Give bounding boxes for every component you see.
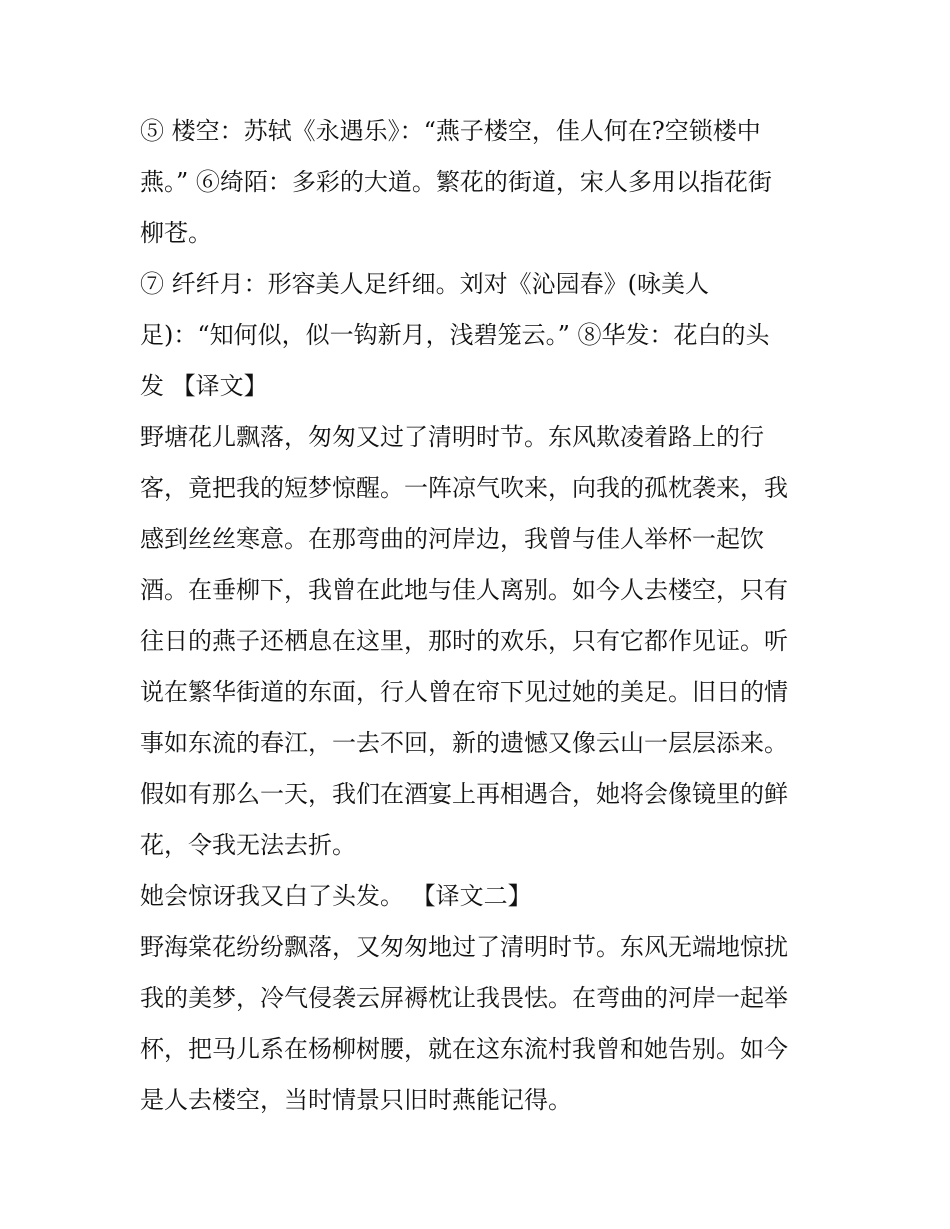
section-heading-translation: 发 【译文】: [140, 372, 268, 400]
translation-line: 酒。在垂柳下，我曾在此地与佳人离别。如今人去楼空，只有: [140, 576, 788, 604]
translation-line: 客，竟把我的短梦惊醒。一阵凉气吹来，向我的孤枕袭来，我: [140, 474, 788, 502]
translation-two-line: 我的美梦，冷气侵袭云屏褥枕让我畏怯。在弯曲的河岸一起举: [140, 984, 788, 1012]
translation-two-line: 杯，把马儿系在杨柳树腰，就在这东流村我曾和她告别。如今: [140, 1035, 788, 1063]
translation-two-line: 野海棠花纷纷飘落，又匆匆地过了清明时节。东风无端地惊扰: [140, 933, 788, 961]
section-heading-translation-two: 她会惊讶我又白了头发。 【译文二】: [140, 882, 532, 910]
translation-line: 花，令我无法去折。: [140, 831, 356, 859]
note-line: ⑤ 楼空：苏轼《永遇乐》：“燕子楼空，佳人何在?空锁楼中: [140, 117, 761, 145]
translation-line: 往日的燕子还栖息在这里，那时的欢乐，只有它都作见证。听: [140, 627, 788, 655]
translation-line: 感到丝丝寒意。在那弯曲的河岸边，我曾与佳人举杯一起饮: [140, 525, 764, 553]
translation-line: 事如东流的春江，一去不回，新的遗憾又像云山一层层添来。: [140, 729, 788, 757]
note-line: 燕。” ⑥绮陌：多彩的大道。繁花的街道，宋人多用以指花街: [140, 168, 772, 196]
translation-line: 说在繁华街道的东面，行人曾在帘下见过她的美足。旧日的情: [140, 678, 788, 706]
note-line: ⑦ 纤纤月：形容美人足纤细。刘对《沁园春》(咏美人: [140, 270, 709, 298]
note-line: 柳苍。: [140, 219, 212, 247]
document-body: [140, 106, 812, 1126]
translation-two-line: 是人去楼空，当时情景只旧时燕能记得。: [140, 1086, 572, 1114]
translation-line: 野塘花儿飘落，匆匆又过了清明时节。东风欺凌着路上的行: [140, 423, 764, 451]
translation-line: 假如有那么一天，我们在酒宴上再相遇合，她将会像镜里的鲜: [140, 780, 788, 808]
note-line: 足)：“知何似，似一钩新月，浅碧笼云。” ⑧华发：花白的头: [140, 321, 770, 349]
